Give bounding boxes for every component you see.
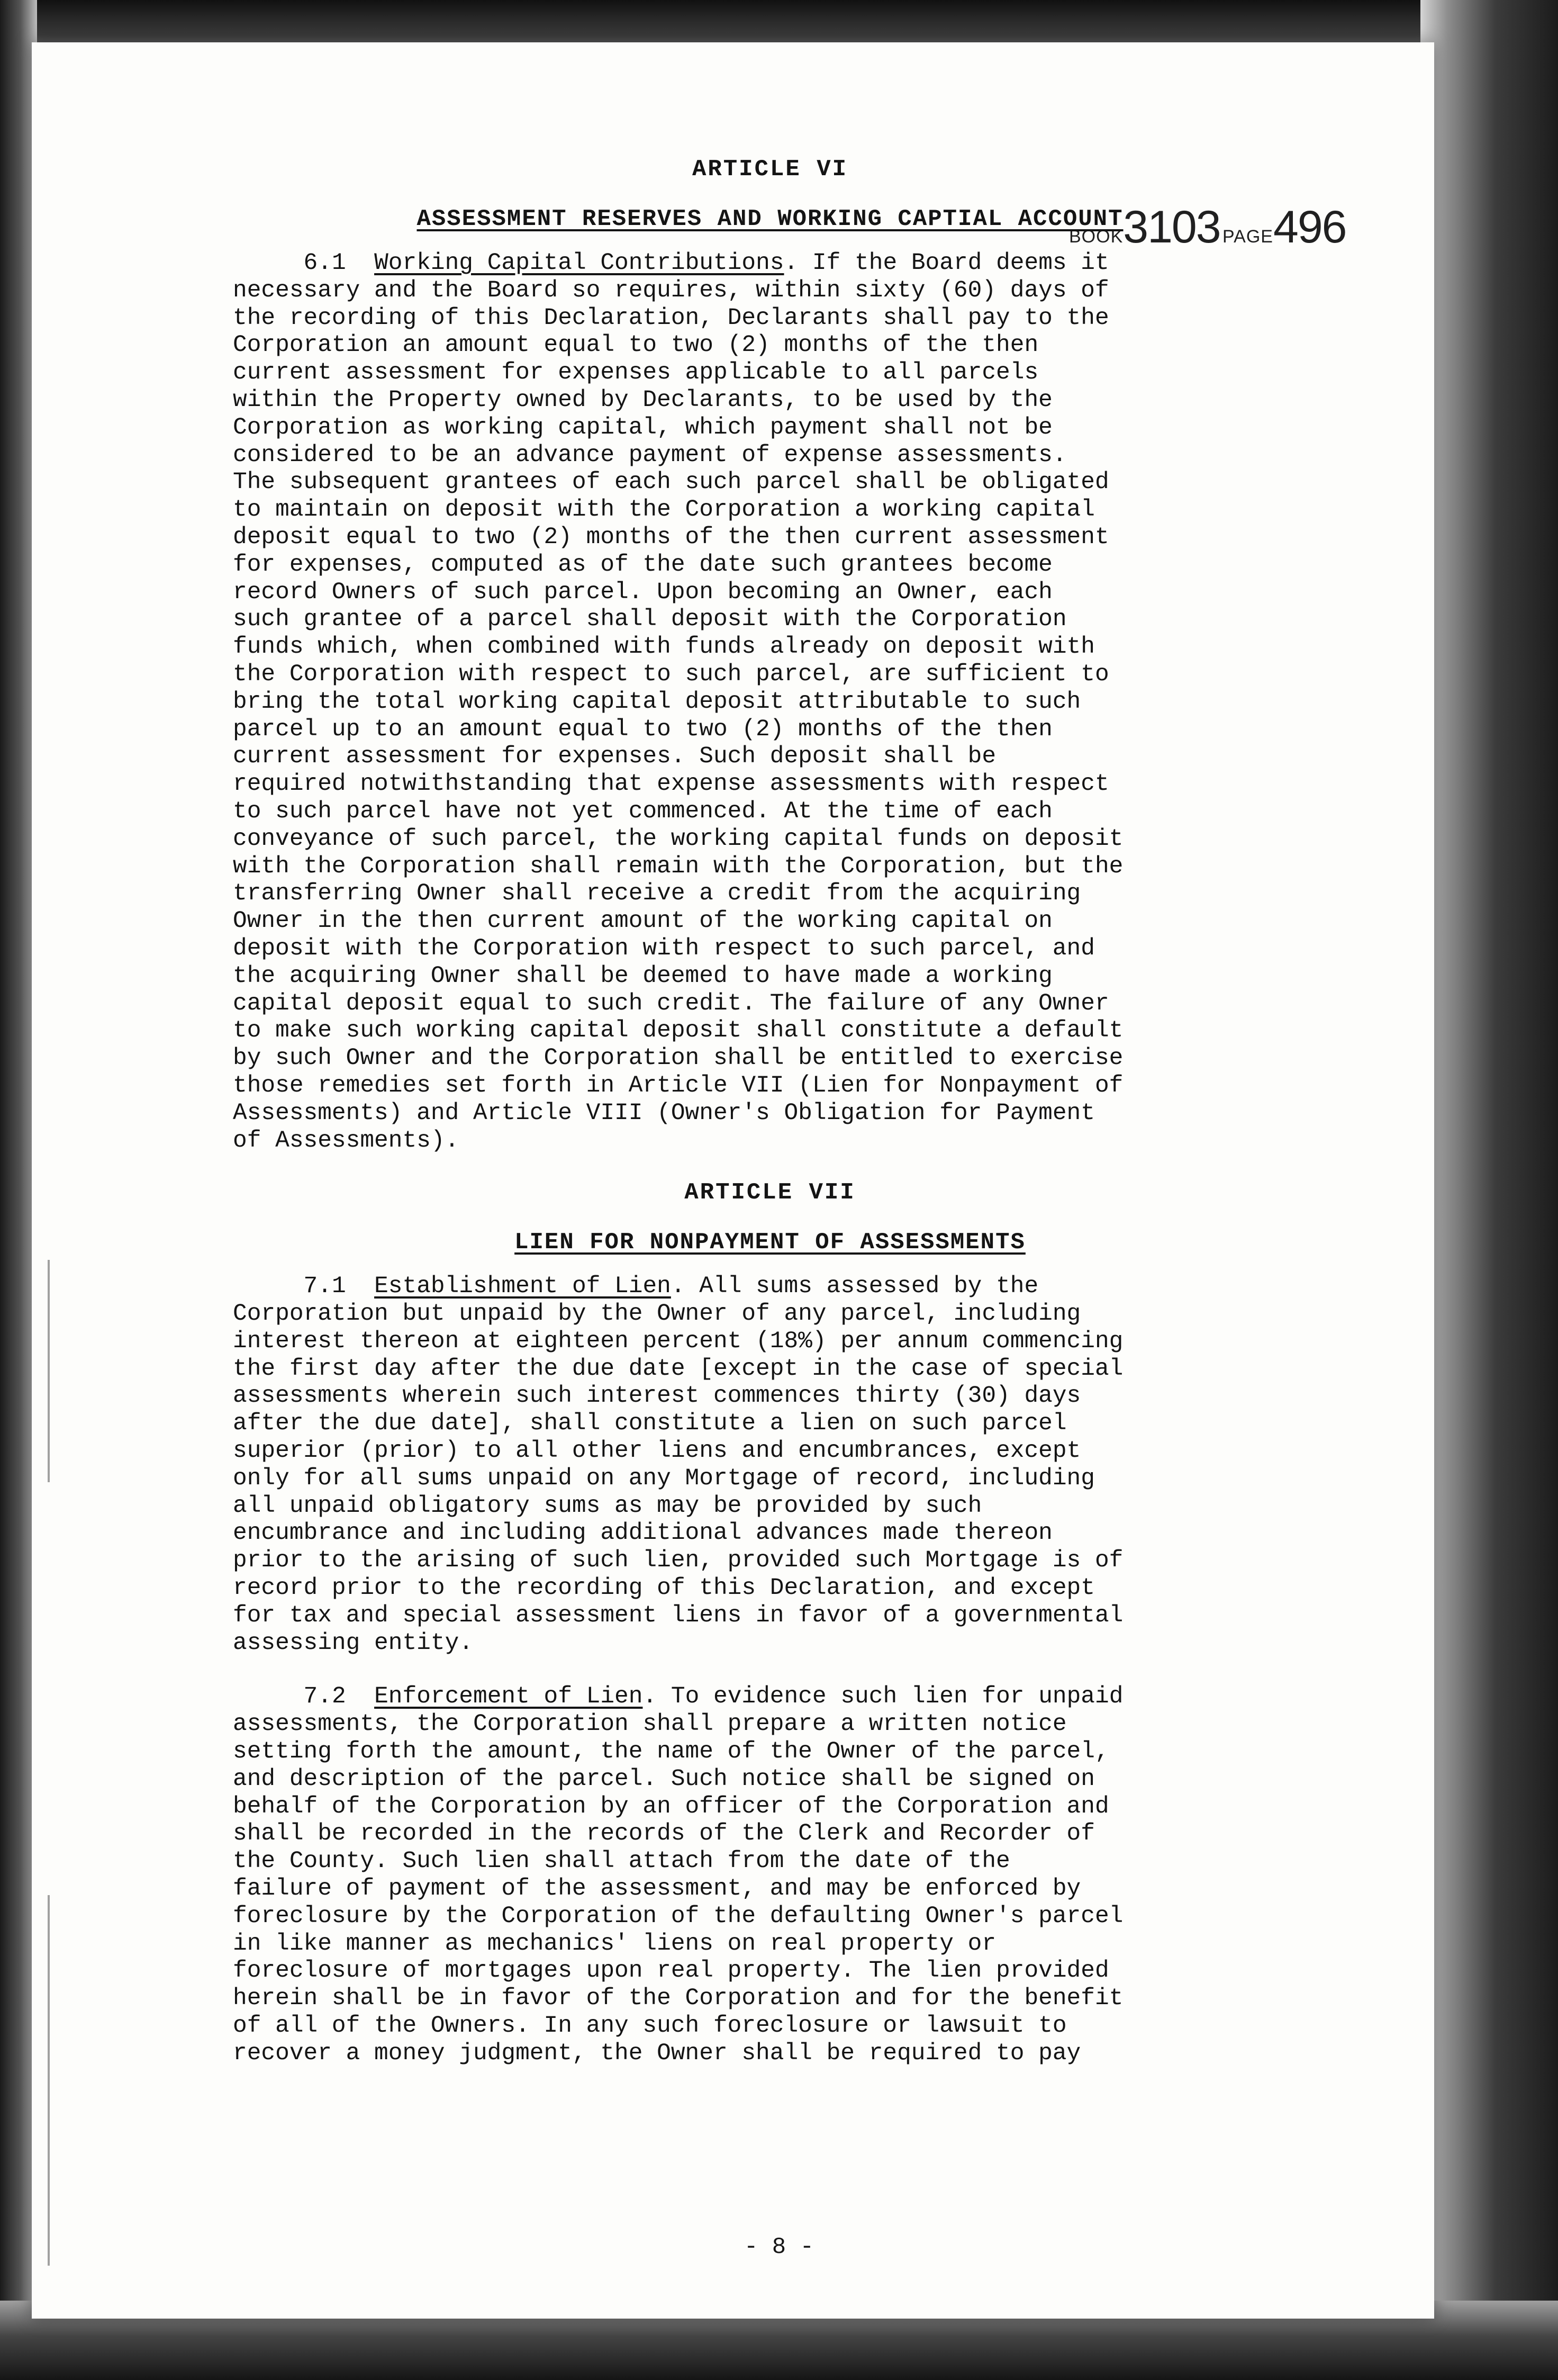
section-7-2-line: foreclosure by the Corporation of the defaulting Owner's parcel [233, 1903, 1124, 1930]
section-7-2-line: of all of the Owners. In any such foreclosure or lawsuit to [233, 2013, 1067, 2040]
section-7-1-line: all unpaid obligatory sums as may be provided by such [233, 1492, 982, 1519]
section-6-1-line: those remedies set forth in Article VII (Lien for Nonpayment of [233, 1072, 1124, 1099]
section-6-1-line: The subsequent grantees of each such parcel shall be obligated [233, 469, 1109, 496]
section-7-2-line: setting forth the amount, the name of the Owner of the parcel, [233, 1738, 1109, 1765]
section-6-1-line: required notwithstanding that expense assessments with respect [233, 771, 1109, 798]
section-6-1-line: considered to be an advance payment of expense assessments. [233, 441, 1067, 468]
section-7-1-line: assessments wherein such interest commences thirty (30) days [233, 1383, 1081, 1410]
section-6-1-line: the acquiring Owner shall be deemed to have made a working [233, 962, 1053, 989]
section-6-1-line: within the Property owned by Declarants, to be used by the [233, 386, 1053, 413]
section-7-2-first-line-rest: . To evidence such lien for unpaid [642, 1683, 1124, 1710]
section-6-1-line: to maintain on deposit with the Corporation a working capital [233, 497, 1095, 524]
article-vii-title-text: LIEN FOR NONPAYMENT OF ASSESSMENTS [514, 1229, 1026, 1256]
section-7-1-line: prior to the arising of such lien, provided such Mortgage is of [233, 1547, 1124, 1574]
article-vi-title-text: ASSESSMENT RESERVES AND WORKING CAPTIAL ACCOUNT [416, 206, 1124, 232]
section-7-1-line: encumbrance and including additional advances made thereon [233, 1520, 1053, 1547]
book-label: BOOK [1069, 227, 1124, 247]
section-7-2-line: shall be recorded in the records of the Clerk and Recorder of [233, 1820, 1095, 1847]
book-page-number: 496 [1273, 202, 1346, 253]
section-6-1-line: of Assessments). [233, 1127, 459, 1154]
section-6-1-line: to such parcel have not yet commenced. At the time of each [233, 798, 1053, 825]
section-6-1-line: record Owners of such parcel. Upon becoming an Owner, each [233, 579, 1053, 606]
section-7-1-line: the first day after the due date [except in the case of special [233, 1355, 1124, 1382]
section-6-1-line: transferring Owner shall receive a credit from the acquiring [233, 880, 1081, 907]
section-6-1-line: Corporation as working capital, which payment shall not be [233, 414, 1053, 441]
document-body [233, 154, 1307, 2068]
article-vi-heading: ARTICLE VI [692, 156, 848, 183]
section-6-1-line: parcel up to an amount equal to two (2) months of the then [233, 716, 1053, 743]
section-7-2-line: the County. Such lien shall attach from the date of the [233, 1848, 1010, 1875]
section-7-1-line: Corporation but unpaid by the Owner of any parcel, including [233, 1301, 1081, 1328]
section-6-1-caption: Working Capital Contributions [374, 250, 784, 276]
page-label: PAGE [1222, 227, 1273, 247]
section-6-1-line: deposit with the Corporation with respect to such parcel, and [233, 935, 1095, 962]
article-vii-heading: ARTICLE VII [684, 1179, 856, 1206]
section-7-2-line: recover a money judgment, the Owner shall be required to pay [233, 2040, 1081, 2067]
section-7-1-line: assessing entity. [233, 1629, 473, 1656]
section-6-1-number: 6.1 [303, 250, 346, 276]
section-6-1-line: current assessment for expenses. Such deposit shall be [233, 743, 997, 770]
section-7-2-caption: Enforcement of Lien [374, 1683, 643, 1710]
section-7-2-line: assessments, the Corporation shall prepare a written notice [233, 1711, 1067, 1738]
section-7-1 [233, 1273, 1307, 1657]
section-6-1-line: the recording of this Declaration, Declarants shall pay to the [233, 304, 1109, 331]
section-7-2 [233, 1683, 1307, 2067]
section-6-1-line: funds which, when combined with funds already on deposit with [233, 634, 1095, 661]
section-7-1-first-line [233, 1273, 1307, 1301]
section-7-1-line: only for all sums unpaid on any Mortgage of record, including [233, 1465, 1095, 1492]
book-number: 3103 [1123, 202, 1220, 253]
section-6-1-line: for expenses, computed as of the date such grantees become [233, 551, 1053, 578]
section-7-1-line: after the due date], shall constitute a lien on such parcel [233, 1410, 1067, 1437]
section-6-1-first-line [233, 250, 1307, 277]
section-6-1-line: conveyance of such parcel, the working capital funds on deposit [233, 825, 1124, 852]
article-vi-title [233, 203, 1307, 235]
scan-edge-right [1420, 0, 1558, 2380]
section-6-1-first-line-rest: . If the Board deems it [784, 250, 1109, 276]
section-7-2-line: foreclosure of mortgages upon real property. The lien provided [233, 1958, 1109, 1985]
section-7-2-line: and description of the parcel. Such notice shall be signed on [233, 1765, 1095, 1792]
section-6-1-line: such grantee of a parcel shall deposit with the Corporation [233, 606, 1067, 633]
article-vii-title [233, 1227, 1307, 1258]
section-7-2-line: behalf of the Corporation by an officer of the Corporation and [233, 1793, 1109, 1820]
section-7-2-number: 7.2 [303, 1683, 346, 1710]
section-7-2-line: failure of payment of the assessment, and may be enforced by [233, 1876, 1081, 1903]
section-7-1-caption: Establishment of Lien [374, 1273, 671, 1300]
section-7-2-first-line [233, 1683, 1307, 1711]
section-6-1-line: bring the total working capital deposit attributable to such [233, 688, 1081, 715]
section-6-1-line: Assessments) and Article VIII (Owner's Obligation for Payment [233, 1099, 1095, 1126]
section-6-1-line: current assessment for expenses applicable to all parcels [233, 359, 1039, 386]
section-6-1 [233, 250, 1307, 1155]
margin-mark [48, 1260, 50, 1482]
section-6-1-line: Owner in the then current amount of the working capital on [233, 908, 1053, 935]
page-number: - 8 - [744, 2234, 814, 2260]
section-7-1-line: superior (prior) to all other liens and encumbrances, except [233, 1438, 1081, 1465]
section-7-1-first-line-rest: . All sums assessed by the [671, 1273, 1039, 1300]
section-7-1-number: 7.1 [303, 1273, 346, 1300]
section-7-2-line: in like manner as mechanics' liens on real property or [233, 1930, 997, 1957]
section-6-1-line: Corporation an amount equal to two (2) months of the then [233, 332, 1039, 359]
section-7-1-line: for tax and special assessment liens in favor of a governmental [233, 1602, 1124, 1629]
section-6-1-line: to make such working capital deposit shall constitute a default [233, 1017, 1124, 1044]
section-6-1-line: the Corporation with respect to such parcel, are sufficient to [233, 661, 1109, 688]
section-6-1-line: by such Owner and the Corporation shall be entitled to exercise [233, 1045, 1124, 1072]
section-7-2-line: herein shall be in favor of the Corporation and for the benefit [233, 1985, 1124, 2012]
section-7-1-line: interest thereon at eighteen percent (18%) per annum commencing [233, 1328, 1124, 1355]
section-6-1-line: with the Corporation shall remain with the Corporation, but the [233, 853, 1124, 880]
section-7-1-line: record prior to the recording of this Declaration, and except [233, 1575, 1095, 1602]
margin-mark [48, 1895, 50, 2266]
section-6-1-line: deposit equal to two (2) months of the then current assessment [233, 524, 1109, 551]
section-6-1-line: necessary and the Board so requires, within sixty (60) days of [233, 277, 1109, 304]
section-6-1-line: capital deposit equal to such credit. The failure of any Owner [233, 990, 1109, 1017]
